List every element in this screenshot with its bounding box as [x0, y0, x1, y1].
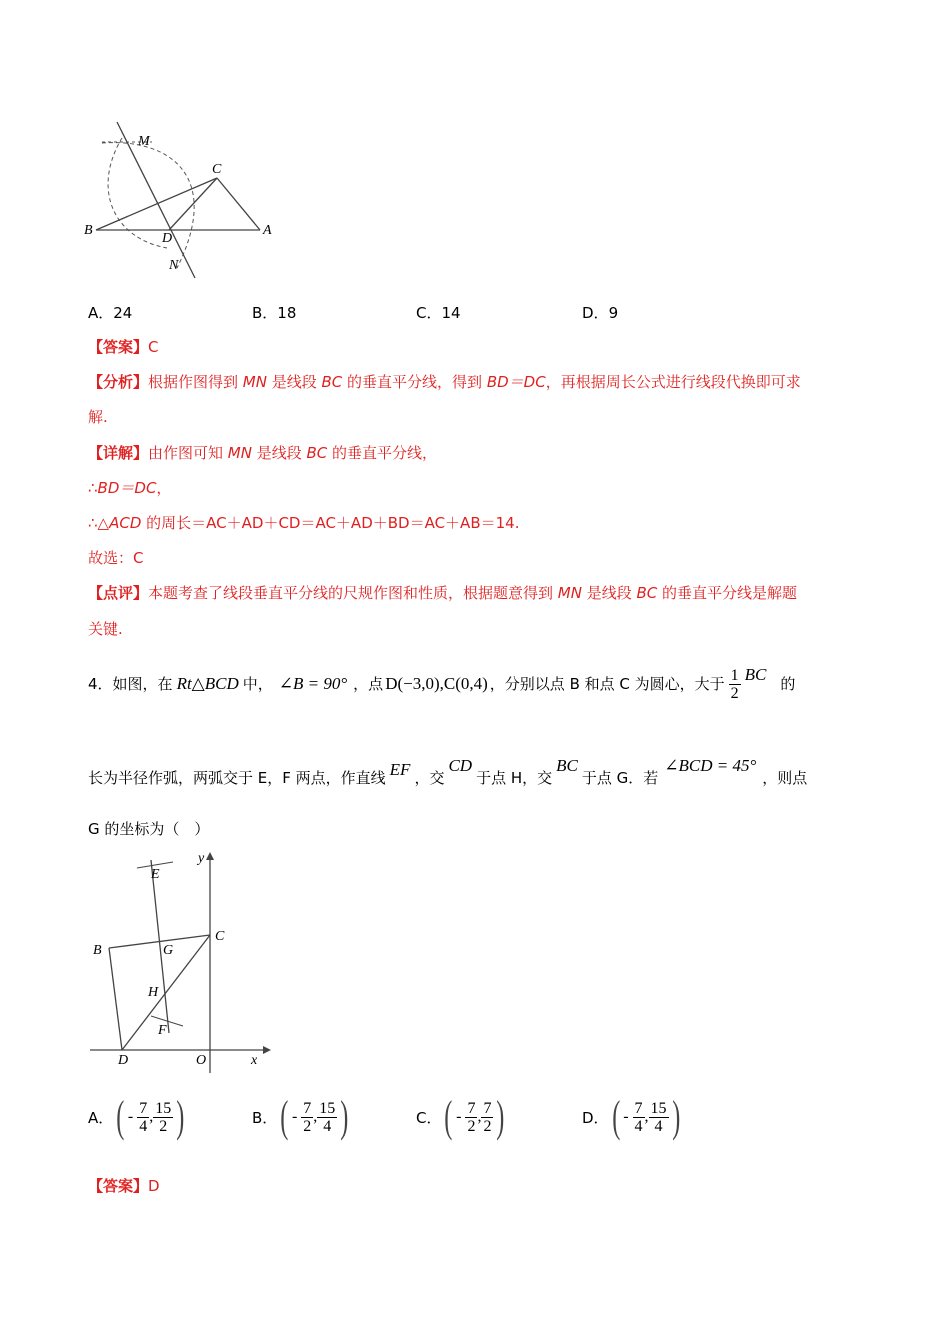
label-d: D — [162, 231, 173, 246]
q3-option-c[interactable]: C．14 — [416, 304, 461, 322]
q4-answer: 【答案】D — [88, 1177, 160, 1195]
q3-option-d[interactable]: D．9 — [582, 304, 619, 322]
label-c: C — [215, 929, 225, 944]
q3-analysis-line1: 【分析】根据作图得到 MN 是线段 BC 的垂直平分线，得到 BD＝DC，再根据周长公式进行线段代换即可求 — [88, 373, 801, 391]
q3-detail-line3: ∴△ACD 的周长＝AC＋AD＋CD＝AC＋AD＋BD＝AC＋AB＝14. — [88, 514, 520, 532]
y-axis-arrow — [206, 852, 214, 860]
label-d: D — [118, 1053, 129, 1068]
q3-analysis-line2: 解. — [88, 408, 108, 426]
label-f: F — [158, 1023, 167, 1038]
label-m: M — [138, 134, 150, 149]
q3-answer: 【答案】C — [88, 338, 159, 356]
label-a: A — [263, 223, 272, 238]
q4-line1: 4． 如图，在 Rt△BCD 中， ∠B = 90° ，点 D(−3,0),C(0,4) ，分别以点 B 和点 C 为圆心，大于 $\frac{1}{2}$ BC 的 — [88, 665, 796, 702]
q3-comment-line2: 关键. — [88, 620, 123, 638]
q3-detail-line2: ∴BD＝DC， — [88, 479, 172, 497]
arc-left — [108, 138, 167, 248]
q3-option-a[interactable]: A．24 — [88, 304, 133, 322]
figure-1-geometry — [82, 118, 282, 283]
q4-option-c[interactable]: C． ( - $\frac{7}{2}$ , $\frac{7}{2}$ ) — [416, 1092, 505, 1141]
q4-line2: 长为半径作弧，两弧交于 E，F 两点，作直线 EF ，交 CD 于点 H，交 BC 于点 G．若 ∠BCD = 45° ，则点 — [88, 756, 808, 787]
x-axis-arrow — [263, 1046, 271, 1054]
label-b: B — [84, 223, 93, 238]
q3-choice: 故选：C — [88, 549, 144, 567]
q4-option-d[interactable]: D． ( - $\frac{7}{4}$ , $\frac{15}{4}$ ) — [582, 1092, 680, 1141]
label-x: x — [251, 1053, 258, 1068]
label-n: N — [169, 258, 179, 273]
label-y: y — [198, 851, 205, 866]
segment-bc — [96, 178, 217, 230]
q3-option-b[interactable]: B．18 — [252, 304, 297, 322]
label-g: G — [163, 943, 174, 958]
label-h: H — [148, 985, 159, 1000]
q3-detail-line1: 【详解】由作图可知 MN 是线段 BC 的垂直平分线， — [88, 444, 438, 462]
figure-2-coordinate — [85, 848, 275, 1078]
segment-ca — [217, 178, 260, 230]
segment-bd — [109, 948, 122, 1050]
label-e: E — [151, 867, 160, 882]
label-c: C — [212, 162, 222, 177]
label-o: O — [196, 1053, 207, 1068]
line-mn — [117, 122, 195, 278]
q4-option-b[interactable]: B． ( - $\frac{7}{2}$ , $\frac{15}{4}$ ) — [252, 1092, 349, 1141]
q4-option-a[interactable]: A． ( - $\frac{7}{4}$ , $\frac{15}{2}$ ) — [88, 1092, 185, 1141]
label-b: B — [93, 943, 102, 958]
q3-comment-line1: 【点评】本题考查了线段垂直平分线的尺规作图和性质，根据题意得到 MN 是线段 BC 的垂直平分线是解题 — [88, 584, 798, 602]
q4-line3: G 的坐标为（ ） — [88, 820, 210, 838]
